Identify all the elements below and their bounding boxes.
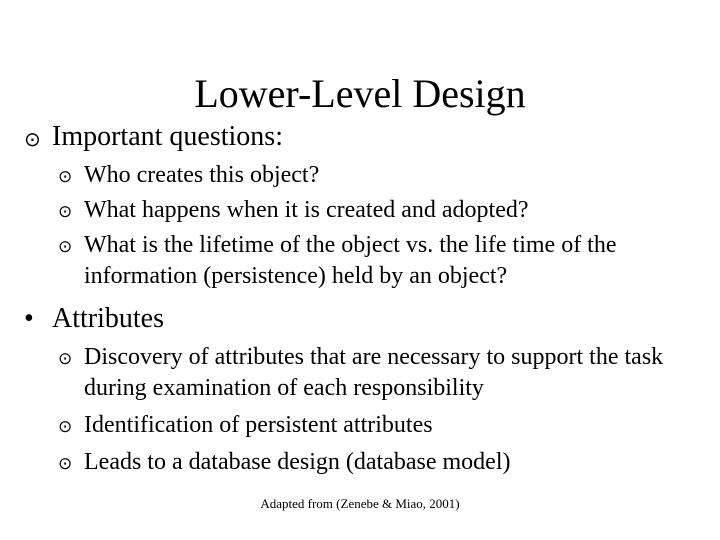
- list-item: [58, 195, 698, 226]
- list-item-text: Discovery of attributes that are necessary to support the task during examination of each responsibility: [84, 344, 664, 401]
- list-item: [58, 230, 698, 292]
- section-heading-label: Attributes: [52, 303, 164, 334]
- circled-dot-bullet-icon: ⊙: [58, 237, 73, 257]
- circled-dot-bullet-icon: ⊙: [58, 202, 73, 222]
- list-item-text: What happens when it is created and adopted?: [84, 197, 529, 223]
- list-item: [58, 160, 698, 191]
- list-item-text: Leads to a database design (database model): [84, 449, 511, 475]
- circled-dot-bullet-icon: ⊙: [58, 349, 73, 369]
- list-item: [58, 447, 698, 478]
- list-item-text: Who creates this object?: [84, 162, 320, 188]
- source-attribution: Adapted from (Zenebe & Miao, 2001): [260, 496, 460, 511]
- slide-title: Lower-Level Design: [194, 71, 526, 116]
- circled-dot-bullet-icon: ⊙: [58, 454, 73, 474]
- circled-dot-bullet-icon: ⊙: [58, 417, 73, 437]
- list-item: [58, 410, 698, 441]
- list-item-text: Identification of persistent attributes: [84, 412, 433, 438]
- bullet-dot-icon: •: [24, 303, 34, 334]
- list-item-text: What is the lifetime of the object vs. the life time of the information (persistence) held by an object?: [84, 232, 617, 289]
- circled-dot-bullet-icon: ⊙: [58, 167, 73, 187]
- section-heading-label: Important questions:: [52, 121, 283, 152]
- list-item: [58, 342, 698, 404]
- circled-dot-bullet-icon: ⊙: [24, 127, 41, 151]
